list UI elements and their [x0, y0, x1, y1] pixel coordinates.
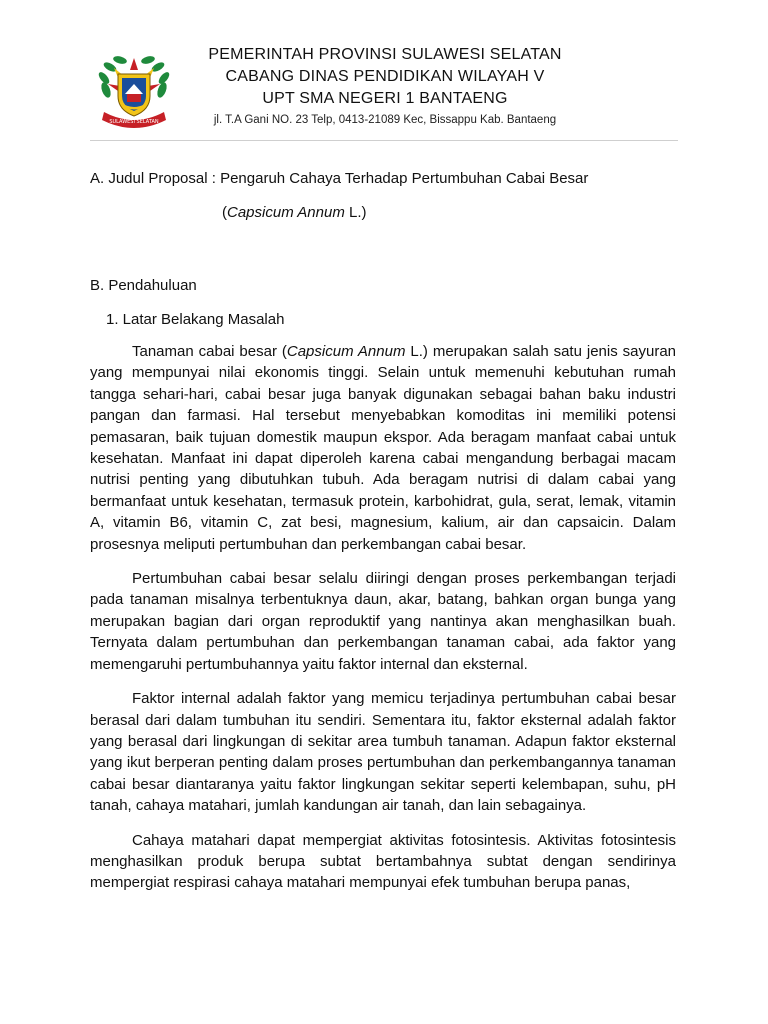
letterhead-government: PEMERINTAH PROVINSI SULAWESI SELATAN: [208, 46, 562, 63]
paragraph-3: Faktor internal adalah faktor yang memicu terjadinya pertumbuhan cabai besar berasal dari dalam tumbuhan itu sendiri. Sementara itu, faktor eksternal adalah faktor yang berasal dari lingkungan di sekitar area tumbuh tanaman. Adapun faktor eksternal yang ikut berperan penting dalam proses pertumbuhan dan perkembangannya tanaman cabai besar diantaranya yaitu faktor lingkungan sekitar seperti kelembapan, suhu, pH tanah, cahaya matahari, jumlah kandungan air tanah, dan lain sebagainya.: [90, 690, 676, 815]
latin-open-paren: (: [222, 204, 227, 221]
section-b-heading: B. Pendahuluan: [90, 277, 197, 294]
proposal-title-label: A. Judul Proposal :: [90, 170, 221, 187]
proposal-title: Pengaruh Cahaya Terhadap Pertumbuhan Cabai Besar: [220, 170, 589, 187]
latin-close: L.): [344, 204, 367, 221]
latin-species-name: Capsicum Annum: [227, 204, 345, 221]
paragraph-1-start: Tanaman cabai besar (: [132, 343, 287, 360]
subsection-1-heading: 1. Latar Belakang Masalah: [106, 311, 285, 328]
paragraph-4: Cahaya matahari dapat mempergiat aktivitas fotosintesis. Aktivitas fotosintesis menghasilkan produk berupa subtat bertambahnya subtat dengan sendirinya mempergiat respirasi cahaya matahari mempunyai efek tumbuhan berupa panas,: [90, 831, 676, 892]
paragraph-1: [90, 341, 676, 555]
letterhead-divider: [90, 140, 678, 141]
logo-ribbon-text: SULAWESI SELATAN: [109, 119, 159, 125]
letterhead-branch: CABANG DINAS PENDIDIKAN WILAYAH V: [225, 68, 545, 85]
province-emblem-logo: [92, 50, 176, 134]
paragraph-1-species: Capsicum Annum: [286, 343, 406, 360]
paragraph-1-rest: L.) merupakan salah satu jenis sayuran yang mempunyai nilai ekonomis tinggi. Selain untuk memenuhi kebutuhan rumah tangga sehari-hari, cabai besar juga banyak digunakan sebagai bahan baku industri pangan dan farmasi. Hal tersebut menyebabkan komoditas ini memiliki potensi pemasaran, baik tujuan domestik maupun ekspor. Ada beragam manfaat cabai untuk kesehatan. Manfaat ini dapat diperoleh karena cabai mengandung berbagai macam nutrisi penting yang dibutuhkan tubuh. Ada beragam nutrisi di dalam cabai yang bermanfaat untuk kesehatan, termasuk protein, karbohidrat, gula, serat, lemak, vitamin A, vitamin B6, vitamin C, zat besi, magnesium, kalium, air dan capsaicin. Dalam prosesnya meliputi pertumbuhan dan perkembangan cabai besar.: [90, 343, 677, 553]
background-body: [90, 341, 676, 894]
letterhead-school: UPT SMA NEGERI 1 BANTAENG: [262, 90, 508, 107]
letterhead: [180, 44, 590, 128]
proposal-title-latin: [222, 203, 367, 223]
letterhead-address: jl. T.A Gani NO. 23 Telp, 0413-21089 Kec, Bissappu Kab. Bantaeng: [213, 114, 557, 126]
proposal-title-line: [90, 169, 588, 189]
paragraph-2: Pertumbuhan cabai besar selalu diiringi dengan proses perkembangan terjadi pada tanaman misalnya terbentuknya daun, akar, batang, bahkan organ bunga yang merupakan bagian dari organ reproduktif yang nantinya akan menghasilkan buah. Ternyata dalam pertumbuhan dan perkembangan tanaman cabai, ada faktor yang memengaruhi pertumbuhannya yaitu faktor internal dan eksternal.: [90, 570, 676, 673]
